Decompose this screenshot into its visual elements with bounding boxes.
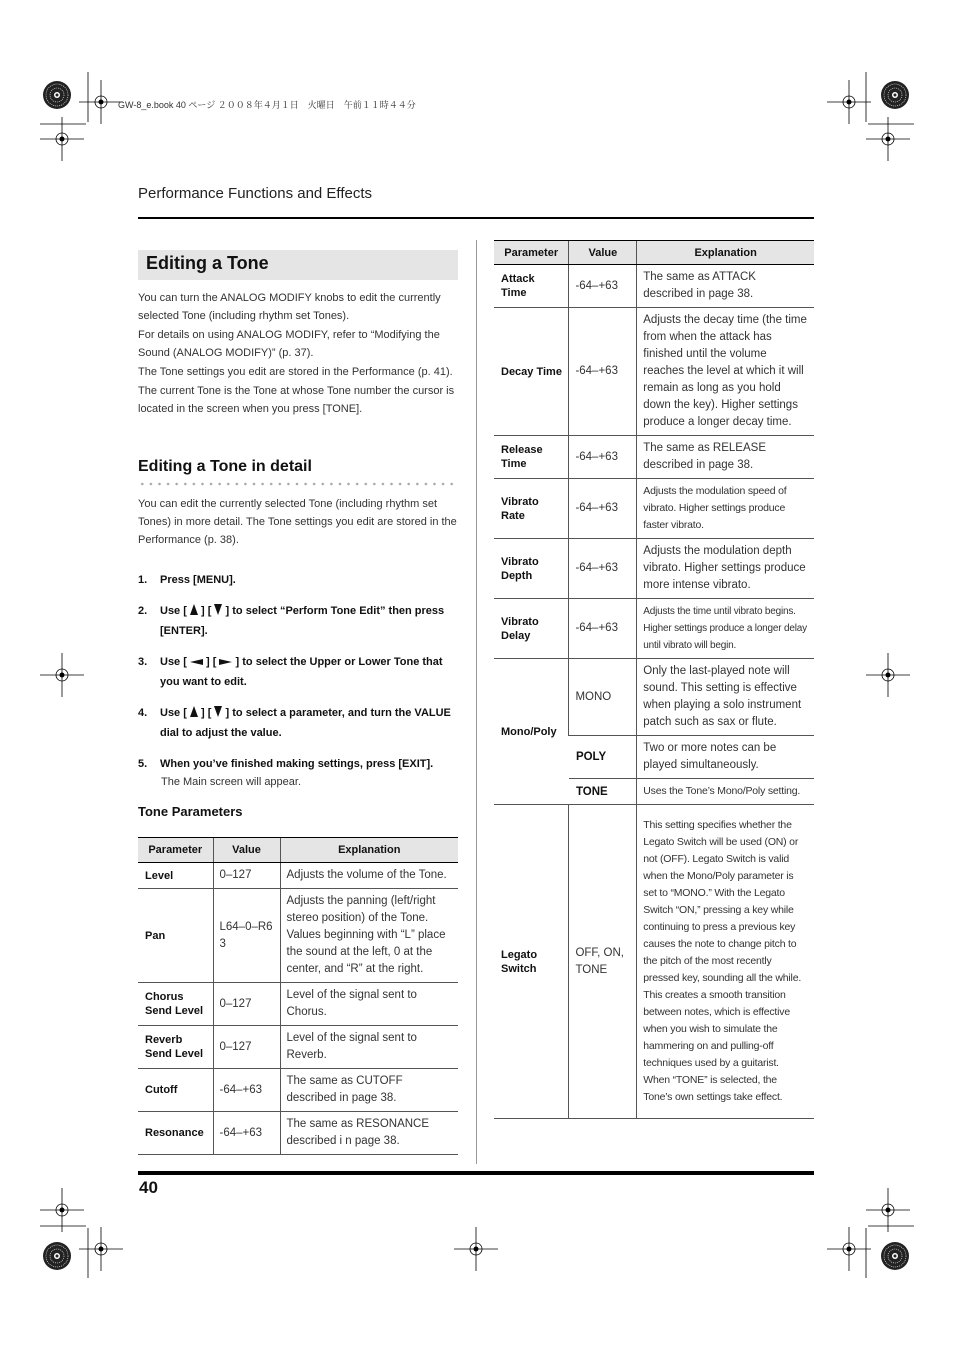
intro-text [138, 289, 460, 419]
explanation-cell: The same as ATTACK described in page 38. [637, 265, 814, 308]
detail-text [138, 495, 460, 550]
table-row [494, 659, 814, 736]
value-cell: -64–+63 [213, 1112, 280, 1155]
step-text-part: ] [ [201, 707, 212, 719]
right-arrow-icon [219, 659, 232, 665]
explanation-cell: Adjusts the modulation depth vibrato. Higher settings produce more intense vibrato. [637, 539, 814, 599]
step-item [138, 652, 460, 692]
table-row [138, 1069, 458, 1112]
footer-rule [138, 1171, 814, 1175]
param-cell: Pan [138, 889, 213, 983]
table-row [494, 539, 814, 599]
param-cell: Mono/Poly [494, 659, 569, 805]
intro-paragraph: For details on using ANALOG MODIFY, refer to “Modifying the Sound (ANALOG MODIFY)” (p. 37). [138, 329, 440, 359]
step-text: When you’ve finished making settings, press [EXIT]. [160, 758, 434, 770]
value-cell: 0–127 [213, 863, 280, 889]
value-cell: 0–127 [213, 1026, 280, 1069]
section-heading-box [138, 250, 458, 280]
header-rule [138, 217, 814, 219]
table-row [494, 805, 814, 1119]
column-header: Explanation [280, 838, 458, 863]
intro-paragraph: The Tone settings you edit are stored in the Performance (p. 41). [138, 366, 453, 378]
step-list [138, 570, 460, 785]
section-heading: Editing a Tone [146, 253, 269, 273]
down-arrow-icon [214, 604, 222, 615]
explanation-cell: Level of the signal sent to Reverb. [280, 1026, 458, 1069]
step-text-part: ] to select “Perform Tone Edit” then press [ENTER]. [160, 605, 445, 637]
param-cell: Legato Switch [494, 805, 569, 1119]
explanation-cell: Adjusts the panning (left/right stereo position) of the Tone. Values beginning with “L” place the sound at the left, 0 at the center, and “R” at the right. [280, 889, 458, 983]
table-row [494, 479, 814, 539]
step-number: 2. [138, 605, 148, 617]
param-cell: Attack Time [494, 265, 569, 308]
value-cell: -64–+63 [569, 479, 637, 539]
value-cell: -64–+63 [569, 265, 637, 308]
step-text-part: ] to select the Upper or Lower Tone that you want to edit. [160, 656, 443, 688]
top-right-sunburst [881, 81, 909, 109]
table-header-row [138, 838, 458, 863]
param-cell: Vibrato Delay [494, 599, 569, 659]
value-cell: L64–0–R63 [213, 889, 280, 983]
param-cell: Level [138, 863, 213, 889]
bottom-right-sunburst [881, 1242, 909, 1270]
page-number: 40 [139, 1178, 158, 1197]
table-row [494, 308, 814, 436]
intro-paragraph: The current Tone is the Tone at whose Tone number the cursor is located in the screen when you press [TONE]. [138, 385, 455, 415]
param-cell: Release Time [494, 436, 569, 479]
value-cell: MONO [569, 659, 637, 736]
step-item [138, 570, 460, 590]
column-divider [476, 240, 477, 1164]
table-heading: Tone Parameters [138, 804, 243, 819]
subheading: Editing a Tone in detail [138, 458, 312, 475]
step-text-part: ] [ [206, 656, 217, 668]
explanation-cell: Only the last-played note will sound. This setting is effective when playing a solo instrument patch such as sax or flute. [637, 659, 814, 736]
table-row [138, 863, 458, 889]
table-row [138, 1026, 458, 1069]
column-header: Explanation [637, 241, 814, 265]
step-number: 3. [138, 656, 148, 668]
step-text [160, 652, 460, 692]
explanation-cell: The same as CUTOFF described in page 38. [280, 1069, 458, 1112]
down-arrow-icon [214, 706, 222, 717]
column-header: Value [213, 838, 280, 863]
table-row [494, 599, 814, 659]
step-text [160, 601, 460, 641]
step-item [138, 754, 460, 774]
step-number: 5. [138, 758, 148, 770]
param-cell: Vibrato Rate [494, 479, 569, 539]
explanation-cell: Two or more notes can be played simultaneously. [637, 736, 814, 779]
step-number: 1. [138, 574, 148, 586]
table-row [138, 983, 458, 1026]
step-text-part: Use [ [160, 707, 187, 719]
up-arrow-icon [190, 604, 198, 615]
table-row [138, 1112, 458, 1155]
param-cell: Decay Time [494, 308, 569, 436]
param-cell: Cutoff [138, 1069, 213, 1112]
column-header: Value [569, 241, 637, 265]
explanation-cell: Adjusts the decay time (the time from when the attack has finished until the volume reaches the level at which it will remain as long as you hold down the key). Higher settings produce a longer decay time. [637, 308, 814, 436]
running-header: Performance Functions and Effects [138, 185, 373, 202]
value-cell: -64–+63 [569, 539, 637, 599]
value-cell: -64–+63 [569, 308, 637, 436]
detail-paragraph: You can edit the currently selected Tone (including rhythm set Tones) in more detail. The Tone settings you edit are stored in the Performance (p. 38). [138, 498, 457, 546]
explanation-cell: Adjusts the time until vibrato begins. Higher settings produce a longer delay until vibrato will begin. [637, 599, 814, 659]
table-row [138, 889, 458, 983]
tone-parameters-table-left [138, 837, 458, 1155]
dotted-divider [138, 482, 458, 486]
explanation-cell: The same as RESONANCE described i n page 38. [280, 1112, 458, 1155]
explanation-cell: The same as RELEASE described in page 38. [637, 436, 814, 479]
step-text-part: ] to select a parameter, and turn the VALUE dial to adjust the value. [160, 707, 451, 739]
print-info: GW-8_e.book 40 ページ ２００８年４月１日 火曜日 午前１１時４４分 [118, 100, 416, 110]
up-arrow-icon [190, 706, 198, 717]
step-text-part: Use [ [160, 605, 187, 617]
explanation-cell: Adjusts the modulation speed of vibrato. Higher settings produce faster vibrato. [637, 479, 814, 539]
table-row [494, 436, 814, 479]
value-cell: TONE [569, 779, 637, 805]
bottom-left-sunburst [43, 1242, 71, 1270]
param-cell: Reverb Send Level [138, 1026, 213, 1069]
explanation-cell: Level of the signal sent to Chorus. [280, 983, 458, 1026]
step-number: 4. [138, 707, 148, 719]
step-text [160, 703, 460, 743]
step-item [138, 703, 460, 743]
step-text-part: Use [ [160, 656, 187, 668]
table-row [494, 265, 814, 308]
step-item [138, 601, 460, 641]
step-text-part: ] [ [201, 605, 212, 617]
step-text: Press [MENU]. [160, 574, 236, 586]
value-cell: 0–127 [213, 983, 280, 1026]
explanation-cell: This setting specifies whether the Legato Switch will be used (ON) or not (OFF). Legato Switch is valid when the Mono/Poly parameter is set to “MONO.” With the Legato Switch “ON,” pressing a key while continuing to press a previous key causes the note to change pitch to the pitch of the most recently pressed key, sounding all the while. This creates a smooth transition between notes, which is effective when you wish to simulate the hammering on and pulling-off techniques used by a guitarist. When “TONE” is selected, the Tone’s own settings take effect. [637, 805, 814, 1119]
value-cell: -64–+63 [213, 1069, 280, 1112]
step-note: The Main screen will appear. [161, 776, 302, 788]
table-header-row [494, 241, 814, 265]
left-arrow-icon [190, 659, 203, 665]
value-cell: OFF, ON, TONE [569, 805, 637, 1119]
explanation-cell: Adjusts the volume of the Tone. [280, 863, 458, 889]
column-header: Parameter [494, 241, 569, 265]
value-cell: -64–+63 [569, 599, 637, 659]
top-left-sunburst [43, 81, 71, 109]
param-cell: Chorus Send Level [138, 983, 213, 1026]
intro-paragraph: You can turn the ANALOG MODIFY knobs to edit the currently selected Tone (including rhythm set Tones). [138, 292, 441, 322]
value-cell: POLY [569, 736, 637, 779]
explanation-cell: Uses the Tone’s Mono/Poly setting. [637, 779, 814, 805]
column-header: Parameter [138, 838, 213, 863]
param-cell: Resonance [138, 1112, 213, 1155]
tone-parameters-table-right [494, 240, 814, 1119]
value-cell: -64–+63 [569, 436, 637, 479]
param-cell: Vibrato Depth [494, 539, 569, 599]
